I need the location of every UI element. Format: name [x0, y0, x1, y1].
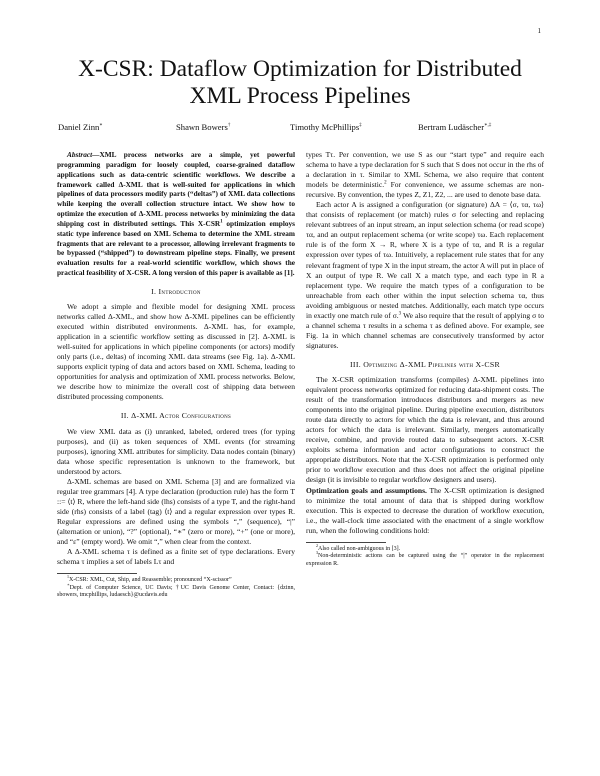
title-line-1: X-CSR: Dataflow Optimization for Distributed: [78, 56, 522, 82]
section3-paragraph-1: The X-CSR optimization transforms (compiles) Δ-XML pipelines into equivalent process networks optimized for reducing data-shipment costs. The result of the transformation introduces distributors and mergers as new components into the original pipeline. During pipeline execution, distributors route data directly to actors for which the data is relevant, and thus around actors for which the data is irrelevant. Similarly, mergers automatically receive, combine, and provide routed data to subsequent actors. X-CSR exploits schema information and actor configurations to construct the appropriate distributors. Note that the X-CSR optimization is performed only prior to workflow execution and thus does not affect the original pipeline design (it is invisible to regular workflow designers and users).: [306, 374, 544, 485]
abstract: Abstract—XML process networks are a simple, yet powerful programming paradigm for loosely coupled, coarse-grained dataflow applications such as data-centric scientific workflows. We describe a framework called Δ-XML that is well-suited for applications in which pipelines of data processors modify parts (“deltas”) of XML data collections while keeping the overall collection structure intact. We show how to optimize the execution of Δ-XML process networks by minimizing the data shipping cost in distributed settings. This X-CSR$^1$ optimization employs static type inference based on XML Schema to determine the XML stream fragments that are relevant to a processor, allowing irrelevant fragments to be bypassed (“shipped”) to downstream pipeline steps. Finally, we present evaluation results for a real-world scientific workflow, which shows the practical feasibility of X-CSR. A long version of this paper is available as [1].: [57, 150, 295, 278]
abstract-label: Abstract: [67, 150, 93, 159]
runin-heading: Optimization goals and assumptions.: [306, 485, 427, 495]
author-2: Shawn Bowers†: [176, 122, 231, 132]
author-4: Bertram Ludäscher∗,‡: [418, 122, 492, 132]
footnote-1: $^1$X-CSR: XML, Cut, Ship, and Reassemble; pronounced “X-scissor”: [67, 574, 232, 584]
section2-paragraph-1: We view XML data as (i) unranked, labeled, ordered trees (for typing purposes), and (ii) as token sequences of XML events (for streaming purposes), ignoring XML attributes for simplicity. Data nodes contain (binary) data whose specific representation is unknown to the framework, but understood by actors.: [57, 426, 295, 476]
section-heading-introduction: I. Introduction: [151, 286, 201, 296]
footnote-2: $^2$Also called non-ambiguous in [3].: [316, 542, 401, 552]
left-column: [57, 150, 295, 600]
footnote-rule-right: [306, 542, 386, 543]
author-3: Timothy McPhillips‡: [290, 122, 362, 132]
section-heading-optimizing: III. Optimizing Δ-XML Pipelines with X-CSR: [350, 359, 500, 369]
right-paragraph-2: Each actor A is assigned a configuration (or signature) ΔA = ⟨σ, τα, τω⟩ that consists of replacement (or match) rules σ for selecting and replacing relevant subtrees of an input stream, an input selection schema (or read scope) τα, and an output replacement schema (or write scope) τω. Each replacement rule is of the form X → R, where X is a type of τα, and R is a regular expression over types of τω. Intuitively, a replacement rule states that for any relevant fragment of type X in the input stream, the actor A will put in place of X an output of type R. We call X a match type, and each type in R a replacement type. We require the match types of a configuration to be unreachable from each other within the input selection schema τα, thus avoiding ambiguous or nested matches. Additionally, each match type occurs in exactly one match rule of σ.$^3$ We also require that the result of applying σ to a channel schema τ results in a schema τ as defined above. For example, see Fig. 1a in which channel schemas are consecutively transformed by actor signatures.: [306, 200, 544, 350]
right-column: [306, 150, 544, 569]
page-number: 1: [537, 27, 541, 35]
author-1: Daniel Zinn∗: [58, 122, 103, 132]
section2-paragraph-2: Δ-XML schemas are based on XML Schema [3] and are formalized via regular tree grammars [4]. A type declaration (production rule) has the form T ::= ⟨t⟩ R, where the left-hand side (lhs) consists of a type T, and the right-hand side (rhs) consists of a label (tag) ⟨t⟩ and a regular expression over types R. Regular expressions are defined using the symbols “,” (sequence), “|” (alternation or union), “?” (optional), “∗” (zero or more), “+” (one or more), and “ε” (empty word). We omit “,” when clear from the context.: [57, 476, 295, 547]
right-paragraph-1: types Tτ. Per convention, we use S as our “start type” and require each schema to have a type declaration for S such that S does not occur in the rhs of a declaration in τ. Similar to XML Schema, we also require that content models be deterministic.$^2$ For convenience, we assume schemas are non-recursive. By convention, the types Z, Z1, Z2, ... are used to denote base data.: [306, 150, 545, 200]
intro-paragraph: We adopt a simple and flexible model for designing XML process networks called Δ-XML, and show how Δ-XML pipelines can be efficiently executed within distributed environments. Δ-XML has, for example, application in a scientific workflow setting as discussed in [2]. Δ-XML is well-suited for applications in which pipeline components (or actors) modify only parts (i.e., deltas) of incoming XML data streams (see Fig. 1a). Δ-XML supports explicit typing of data and actors based on XML Schema, leading to opportunities for analysis and optimization of XML process networks. Below, we describe how to minimize the overall cost of shipping data between distributed processing components.: [57, 302, 295, 402]
paper-title: [0, 56, 600, 110]
footnote-affiliation: ∗Dept. of Computer Science, UC Davis; †UC Davis Genome Center, Contact: {dzinn, sbowers, tmcphillips, ludaesch}@ucdavis.edu: [57, 581, 295, 599]
title-line-2: XML Process Pipelines: [189, 83, 411, 109]
footnote-3: $^3$Non-deterministic actions can be captured using the “|” operator in the replacement expression R.: [306, 550, 544, 567]
section2-paragraph-3: A Δ-XML schema τ is defined as a finite set of type declarations. Every schema τ implies a set of labels Lτ and: [57, 547, 295, 567]
section-heading-actor-configurations: II. Δ-XML Actor Configurations: [120, 411, 232, 421]
footnote-rule: [57, 573, 137, 574]
section3-paragraph-2: Optimization goals and assumptions. The X-CSR optimization is designed to minimize the total amount of data that is shipped during workflow execution. This is expected to decrease the duration of workflow execution, i.e., the wall-clock time associated with the enactment of a single workflow run, when the following conditions hold:: [306, 485, 544, 535]
